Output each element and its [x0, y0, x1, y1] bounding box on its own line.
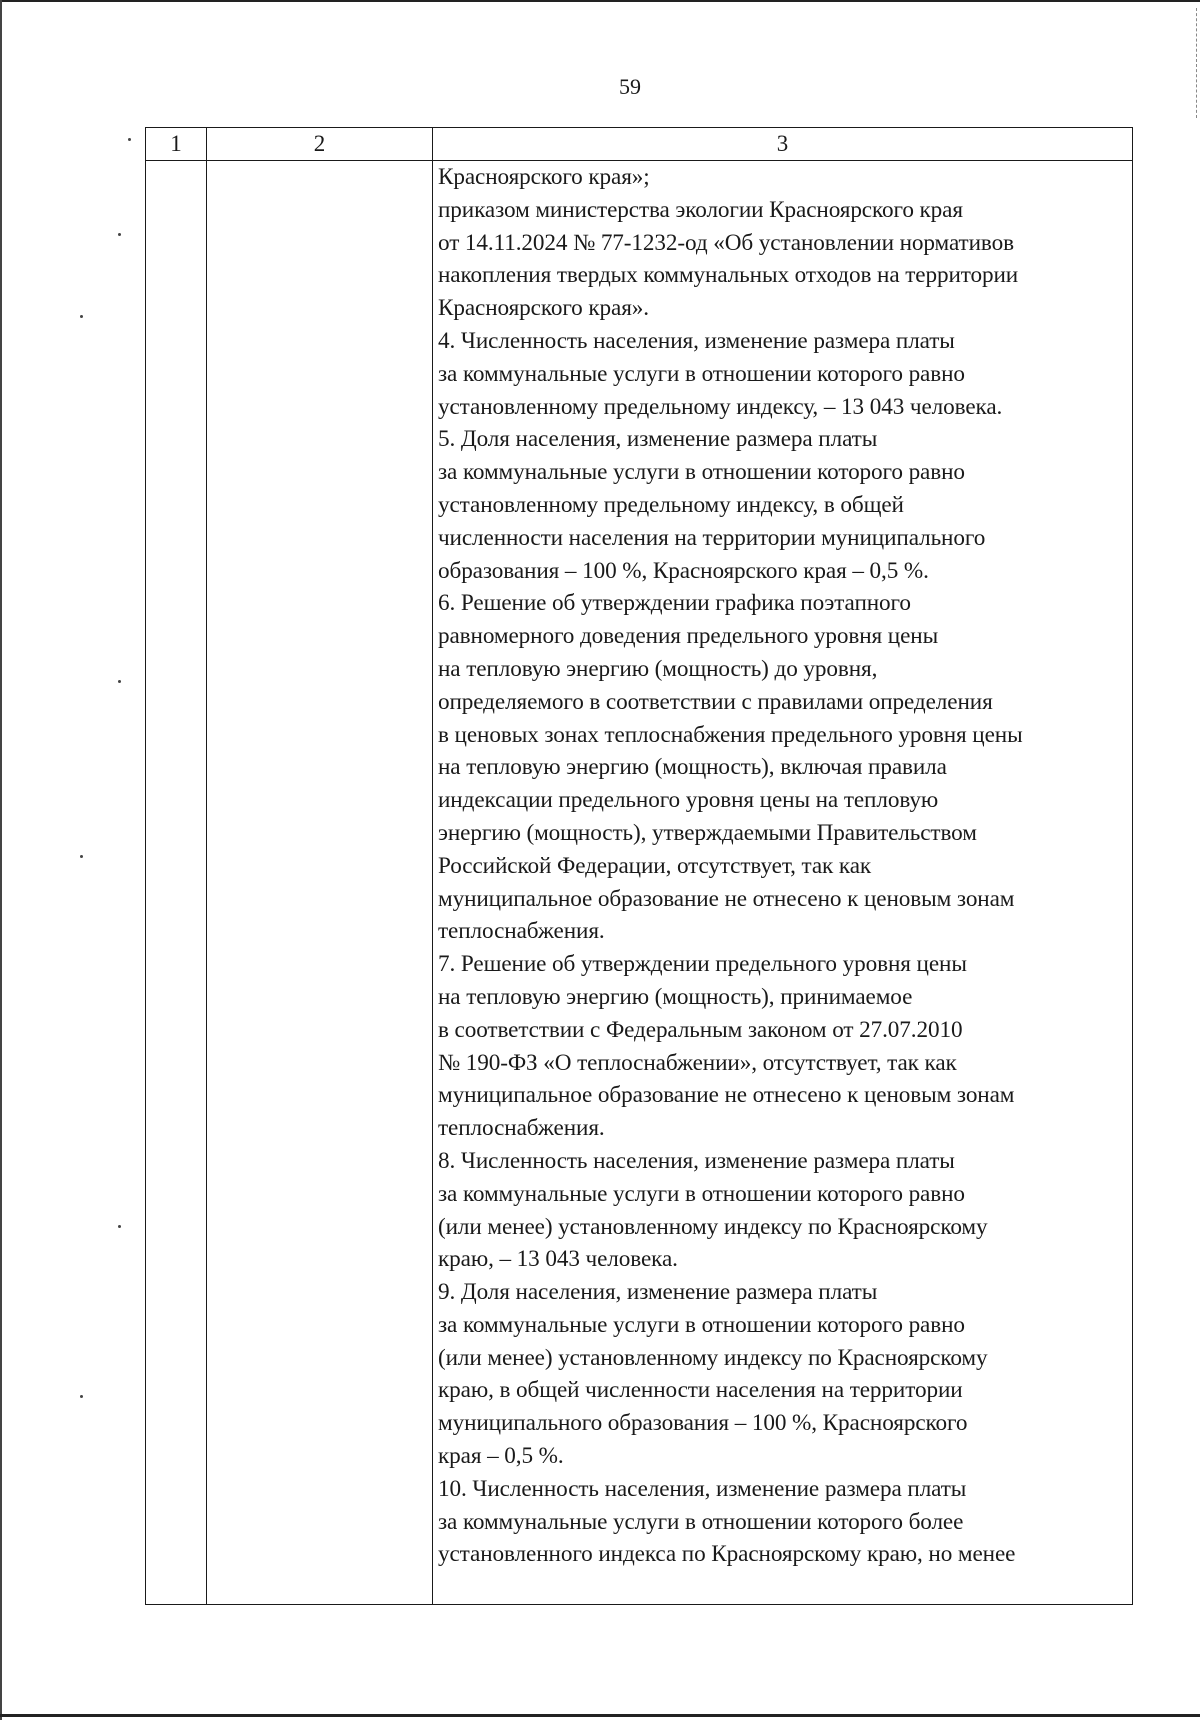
- scan-right-perforation: [1196, 8, 1198, 118]
- text-line: накопления твердых коммунальных отходов на территории: [438, 262, 1019, 289]
- text-line: установленному предельному индексу, – 13 043 человека.: [438, 393, 1003, 420]
- text-line: краю, в общей численности населения на территории: [438, 1377, 963, 1404]
- scan-bottom-border: [0, 1714, 1200, 1717]
- scan-speck: [80, 1395, 83, 1398]
- text-line: муниципального образования – 100 %, Красноярского: [438, 1410, 968, 1437]
- text-line: муниципальное образование не отнесено к ценовым зонам: [438, 1082, 1015, 1109]
- text-line: Российской Федерации, отсутствует, так как: [438, 852, 872, 879]
- text-line: за коммунальные услуги в отношении которого более: [438, 1508, 964, 1535]
- header-col-3: 3: [433, 128, 1133, 161]
- text-line: Красноярского края»;: [438, 164, 650, 190]
- cell-col-2: [207, 161, 433, 1605]
- text-line: на тепловую энергию (мощность), принимаемое: [438, 983, 913, 1010]
- text-line: равномерного доведения предельного уровня цены: [438, 623, 939, 650]
- text-line: 9. Доля населения, изменение размера платы: [438, 1279, 878, 1306]
- text-line: приказом министерства экологии Красноярского края: [438, 196, 963, 223]
- text-line: 5. Доля населения, изменение размера платы: [438, 426, 878, 453]
- header-col-1: 1: [146, 128, 207, 161]
- text-line: краю, – 13 043 человека.: [438, 1246, 678, 1273]
- text-line: 6. Решение об утверждении графика поэтапного: [438, 590, 911, 617]
- text-line: в соответствии с Федеральным законом от 27.07.2010: [438, 1016, 963, 1043]
- text-line: теплоснабжения.: [438, 1115, 605, 1142]
- text-line: (или менее) установленному индексу по Красноярскому: [438, 1344, 988, 1371]
- scan-speck: [80, 855, 83, 858]
- scan-left-border: [0, 0, 2, 1720]
- text-line: индексации предельного уровня цены на тепловую: [438, 787, 939, 814]
- text-line: края – 0,5 %.: [438, 1443, 564, 1470]
- text-line: за коммунальные услуги в отношении которого равно: [438, 459, 965, 486]
- text-line: энергию (мощность), утверждаемыми Правительством: [438, 819, 977, 846]
- scan-top-border: [0, 0, 1200, 2]
- text-line: 7. Решение об утверждении предельного уровня цены: [438, 951, 967, 978]
- text-line: за коммунальные услуги в отношении которого равно: [438, 1180, 965, 1207]
- text-line: 4. Численность населения, изменение размера платы: [438, 327, 955, 354]
- text-line: за коммунальные услуги в отношении которого равно: [438, 1311, 965, 1338]
- scan-speck: [118, 680, 121, 683]
- table-header-row: [146, 128, 1133, 161]
- text-line: Красноярского края».: [438, 295, 649, 322]
- text-line: 8. Численность населения, изменение размера платы: [438, 1147, 955, 1174]
- text-line: на тепловую энергию (мощность) до уровня,: [438, 655, 878, 682]
- text-line: установленного индекса по Красноярскому краю, но менее: [438, 1541, 1016, 1568]
- scan-speck: [118, 233, 121, 236]
- scan-speck: [118, 1225, 121, 1228]
- text-line: за коммунальные услуги в отношении которого равно: [438, 360, 965, 387]
- text-line: № 190-ФЗ «О теплоснабжении», отсутствует, так как: [438, 1049, 957, 1076]
- text-line: на тепловую энергию (мощность), включая правила: [438, 754, 947, 781]
- text-line: определяемого в соответствии с правилами определения: [438, 688, 993, 715]
- text-line: образования – 100 %, Красноярского края – 0,5 %.: [438, 557, 929, 584]
- header-col-2: 2: [207, 128, 433, 161]
- page-number: 59: [619, 74, 641, 99]
- text-line: в ценовых зонах теплоснабжения предельного уровня цены: [438, 721, 1023, 748]
- text-line: 10. Численность населения, изменение размера платы: [438, 1475, 967, 1502]
- col3-text-block: [433, 161, 1132, 1571]
- document-table: [145, 127, 1133, 1605]
- text-line: установленному предельному индексу, в общей: [438, 491, 904, 518]
- cell-col-1: [146, 161, 207, 1605]
- cell-col-3: [433, 161, 1133, 1605]
- scan-speck: [128, 138, 131, 141]
- scan-speck: [80, 315, 83, 318]
- text-line: теплоснабжения.: [438, 918, 605, 945]
- text-line: (или менее) установленному индексу по Красноярскому: [438, 1213, 988, 1240]
- text-line: численности населения на территории муниципального: [438, 524, 986, 551]
- text-line: от 14.11.2024 № 77-1232-од «Об установлении нормативов: [438, 229, 1014, 256]
- text-line: муниципальное образование не отнесено к ценовым зонам: [438, 885, 1015, 912]
- table-body-row: [146, 161, 1133, 1605]
